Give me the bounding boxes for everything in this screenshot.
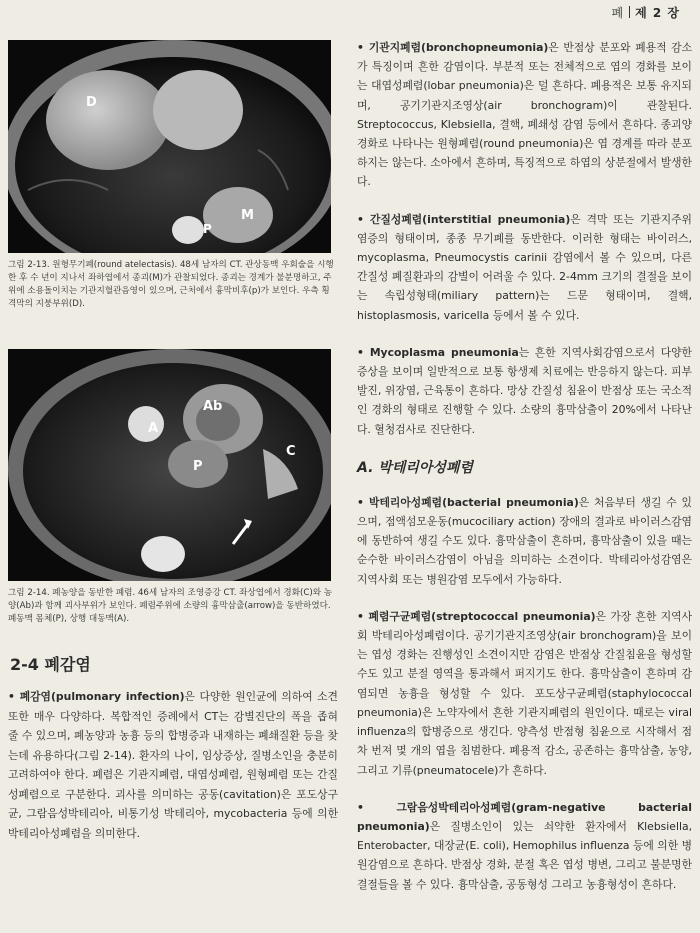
figure2-label-a: A <box>148 421 159 436</box>
figure2-label-ab: Ab <box>203 399 223 414</box>
figure1-label-d: D <box>86 95 97 110</box>
bacterial-pneumonia-text: 은 처음부터 생길 수 있으며, 점액섬모운동(mucociliary action) 장애의 결과로 바이러스감염에 동반하여 생길 수도 있다. 흉막삼출이 흔하며, 흉막삼출이 있을 때는 순수한 바이러스감염이 아님을 의미하는 소견이다. 박테리아성감염은 지역사회 또는 병원감염 모두에서 가능하다. <box>357 495 692 586</box>
subsection-title: 박테리아성폐렴 <box>378 459 473 476</box>
bronchopneumonia-text: 은 반점상 분포와 폐용적 감소가 특징이며 흔한 감염이다. 부분적 또는 전체적으로 엽의 경화를 보이는 대엽성폐렴(lobar pneumonia)은 덜 흔하다. 폐용적은 보통 유지되며, 공기기관지조영상(air bronchogram)이 관찰된다. Streptococcus, Klebsiella, 결핵, 폐쇄성 감염 등에서 흔하다. 종괴양 경화로 나타나는 원형폐렴(round pneumonia)은 엽 경계를 따라 분포하지는 않는다. 소아에서 흔하며, 특징적으로 하엽의 상분절에서 발생한다. <box>357 41 692 189</box>
figure2-label-p: P <box>193 459 203 474</box>
bronchopneumonia-lead: • 기관지폐렴(bronchopneumonia) <box>357 41 549 54</box>
ct-scan-graphic-1 <box>8 40 331 253</box>
mycoplasma-paragraph <box>357 343 692 439</box>
interstitial-pneumonia-text: 은 격막 또는 기관지주위 염증의 형태이며, 종종 무기폐를 동반한다. 이러한 형태는 바이러스, mycoplasma, Pneumocystis carinii 감염에서 볼 수 있으며, 다른 간질성 폐질환과의 감별이 어려울 수 있다. 2-4mm 크기의 결절을 보이는 속립성형태(miliary pattern)는 드문 형태이며, 결핵, histoplasmosis, varicella 등에서 볼 수 있다. <box>357 212 692 322</box>
interstitial-pneumonia-lead: • 간질성폐렴(interstitial pneumonia) <box>357 212 571 226</box>
streptococcal-pneumonia-paragraph <box>357 607 692 780</box>
ct-image-lung-abscess <box>8 349 331 581</box>
figure2-label-c: C <box>286 444 296 459</box>
bacterial-pneumonia-paragraph <box>357 493 692 589</box>
figure1-caption: 그림 2-13. 원형무기폐(round atelectasis). 48세 남자의 CT. 관상동맥 우회술을 시행한 후 수 년이 지나서 좌하엽에서 종괴(M)가 관찰되었다. 종괴는 경계가 불분명하고, 주위에 소용돌이치는 기관지혈관음영이 있으며, 근처에서 흉막비후(p)가 보인다. 우측 횡격막의 지붕부위(D). <box>8 260 334 309</box>
interstitial-pneumonia-paragraph <box>357 210 692 325</box>
bacterial-pneumonia-lead: • 박테리아성폐렴(bacterial pneumonia) <box>357 495 579 509</box>
header-chapter-number: 제 2 장 <box>635 6 680 20</box>
page-header <box>612 4 680 21</box>
streptococcal-pneumonia-lead: • 폐렴구균폐렴(streptococcal pneumonia) <box>357 609 596 623</box>
section-title: 2-4 폐감염 <box>10 655 91 674</box>
subsection-letter: A. <box>357 459 374 476</box>
ct-image-round-atelectasis <box>8 40 331 253</box>
pulmonary-infection-paragraph <box>8 687 338 843</box>
bronchopneumonia-paragraph <box>357 38 692 192</box>
ct-scan-graphic-2 <box>8 349 331 581</box>
figure1-label-p: P <box>203 222 212 236</box>
pulmonary-infection-lead: • 폐감염(pulmonary infection) <box>8 690 185 703</box>
header-divider <box>629 6 630 18</box>
bacterial-pneumonia-subsection-title <box>357 457 692 477</box>
right-column <box>357 38 692 912</box>
figure1-label-m: M <box>241 208 254 223</box>
gram-negative-pneumonia-paragraph <box>357 798 692 894</box>
mycoplasma-lead: • Mycoplasma pneumonia <box>357 345 519 359</box>
gram-negative-pneumonia-lead: • 그람음성박테리아성폐렴(gram-negative bacterial pneumonia) <box>357 800 692 833</box>
pulmonary-infection-text: 은 다양한 원인균에 의하여 소견 또한 매우 다양하다. 복합적인 증례에서 CT는 감별진단의 폭을 좁혀 줄 수 있으며, 폐농양과 농흉 등의 합병증과 내재하는 폐쇄질환 등을 찾는데 유용하다(그림 2-14). 환자의 나이, 임상증상, 질병소인을 충분히 고려하여야 한다. 폐렴은 기관지폐렴, 대엽성폐렴, 원형폐렴 또는 간질성폐렴으로 구분한다. 괴사를 의미하는 공동(cavitation)은 포도상구균, 그람음성박테리아, 비통기성 박테리아, mycobacteria 등에 의한 박테리아성폐렴을 의미한다. <box>8 690 338 840</box>
header-chapter-topic: 폐 <box>611 6 625 20</box>
left-column <box>8 40 338 843</box>
figure2-caption: 그림 2-14. 폐농양을 동반한 폐렴. 46세 남자의 조영증강 CT. 좌상엽에서 경화(C)와 농양(Ab)과 함께 괴사부위가 보인다. 폐렴주위에 소량의 흉막삼출(arrow)을 동반하였다. 폐동맥 몸체(P), 상행 대동맥(A). <box>8 588 333 624</box>
mycoplasma-text: 는 흔한 지역사회감염으로서 다양한 증상을 보이며 일반적으로 보통 항생제 치료에는 반응하지 않는다. 피부발진, 위장염, 근육통이 흔하다. 망상 간질성 침윤이 반점상 또는 국소적인 경화의 형태로 진행할 수 있다. 소량의 흉막삼출이 20%에서 나타난다. 혈청검사로 진단한다. <box>357 345 692 436</box>
gram-negative-pneumonia-text: 은 질병소인이 있는 쇠약한 환자에서 Klebsiella, Enterobacter, 대장균(E. coli), Hemophilus influenza 등에 의한 병원감염으로 흔하다. 반점상 경화, 분절 혹은 엽성 병변, 그리고 불분명한 결절들을 볼 수 있다. 흉막삼출, 공동형성 그리고 농흉형성이 흔하다. <box>357 819 692 891</box>
streptococcal-pneumonia-text: 은 가장 흔한 지역사회 박테리아성폐렴이다. 공기기관지조영상(air bronchogram)을 보이는 엽성 경화는 진행성인 소견이지만 감염은 반점상 간질침윤을 형성할 수도 있고 분절 영역을 통과해서 퍼지기도 한다. 흉막삼출이 흔하며 감염되면 농흉을 형성할 수 있다. 포도상구균폐렴(staphylococcal pneumonia)은 노약자에서 흔한 기관지폐렴의 원인이다. 때로는 viral influenza의 합병증으로 생긴다. 양측성 반점형 침윤으로 시작해서 점차 번져 몇 개의 엽을 침범한다. 폐용적 감소, 공존하는 흉막삼출, 농양, 그리고 기류(pneumatocele)가 흔하다. <box>357 609 693 777</box>
